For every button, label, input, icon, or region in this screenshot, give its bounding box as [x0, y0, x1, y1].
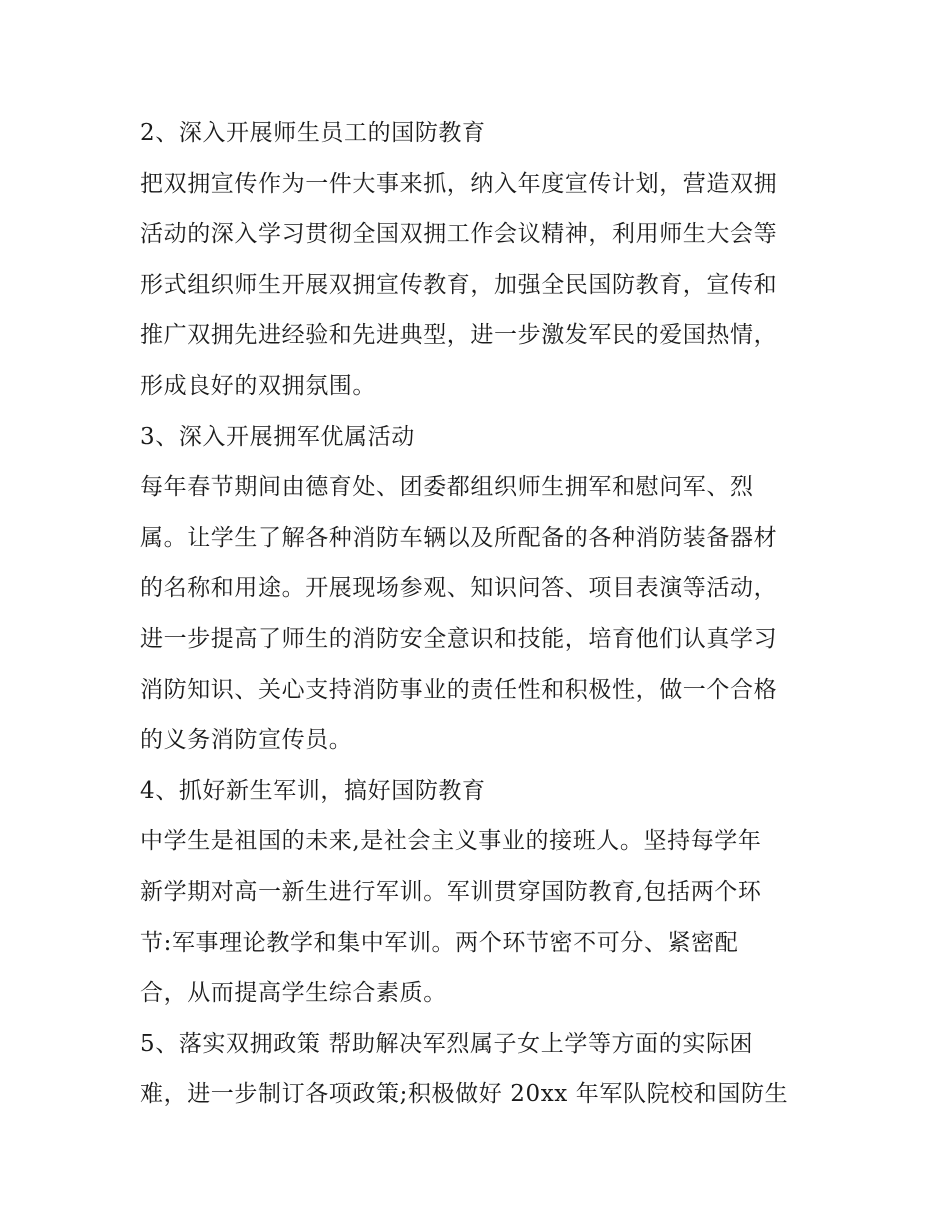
paragraph-line: 难，进一步制订各项政策;积极做好 20xx 年军队院校和国防生	[140, 1081, 789, 1108]
paragraph-line: 的义务消防宣传员。	[140, 727, 353, 754]
paragraph-line: 形成良好的双拥氛围。	[140, 372, 376, 399]
paragraph-line: 活动的深入学习贯彻全国双拥工作会议精神，利用师生大会等	[140, 221, 778, 248]
paragraph-line: 属。让学生了解各种消防车辆以及所配备的各种消防装备器材	[140, 524, 778, 551]
paragraph-line: 合，从而提高学生综合素质。	[140, 980, 447, 1007]
section-heading-5: 5、落实双拥政策 帮助解决军烈属子女上学等方面的实际困	[140, 1030, 754, 1057]
section-heading-3: 3、深入开展拥军优属活动	[140, 423, 415, 450]
paragraph-line: 消防知识、关心支持消防事业的责任性和积极性，做一个合格	[140, 676, 778, 703]
section-heading-4: 4、抓好新生军训，搞好国防教育	[140, 777, 486, 804]
paragraph-line: 新学期对高一新生进行军训。军训贯穿国防教育,包括两个环	[140, 878, 762, 905]
paragraph-line: 节:军事理论教学和集中军训。两个环节密不可分、紧密配	[140, 929, 739, 956]
section-heading-2: 2、深入开展师生员工的国防教育	[140, 120, 486, 146]
paragraph-line: 的名称和用途。开展现场参观、知识问答、项目表演等活动，	[140, 575, 778, 602]
paragraph-line: 中学生是祖国的未来,是社会主义事业的接班人。坚持每学年	[140, 828, 762, 855]
paragraph-line: 每年春节期间由德育处、团委都组织师生拥军和慰问军、烈	[140, 474, 754, 501]
document-body	[140, 108, 830, 1120]
paragraph-line: 进一步提高了师生的消防安全意识和技能，培育他们认真学习	[140, 625, 778, 652]
paragraph-line: 推广双拥先进经验和先进典型，进一步激发军民的爱国热情，	[140, 322, 778, 349]
paragraph-line: 形式组织师生开展双拥宣传教育，加强全民国防教育，宣传和	[140, 271, 778, 298]
paragraph-line: 把双拥宣传作为一件大事来抓，纳入年度宣传计划，营造双拥	[140, 170, 778, 197]
